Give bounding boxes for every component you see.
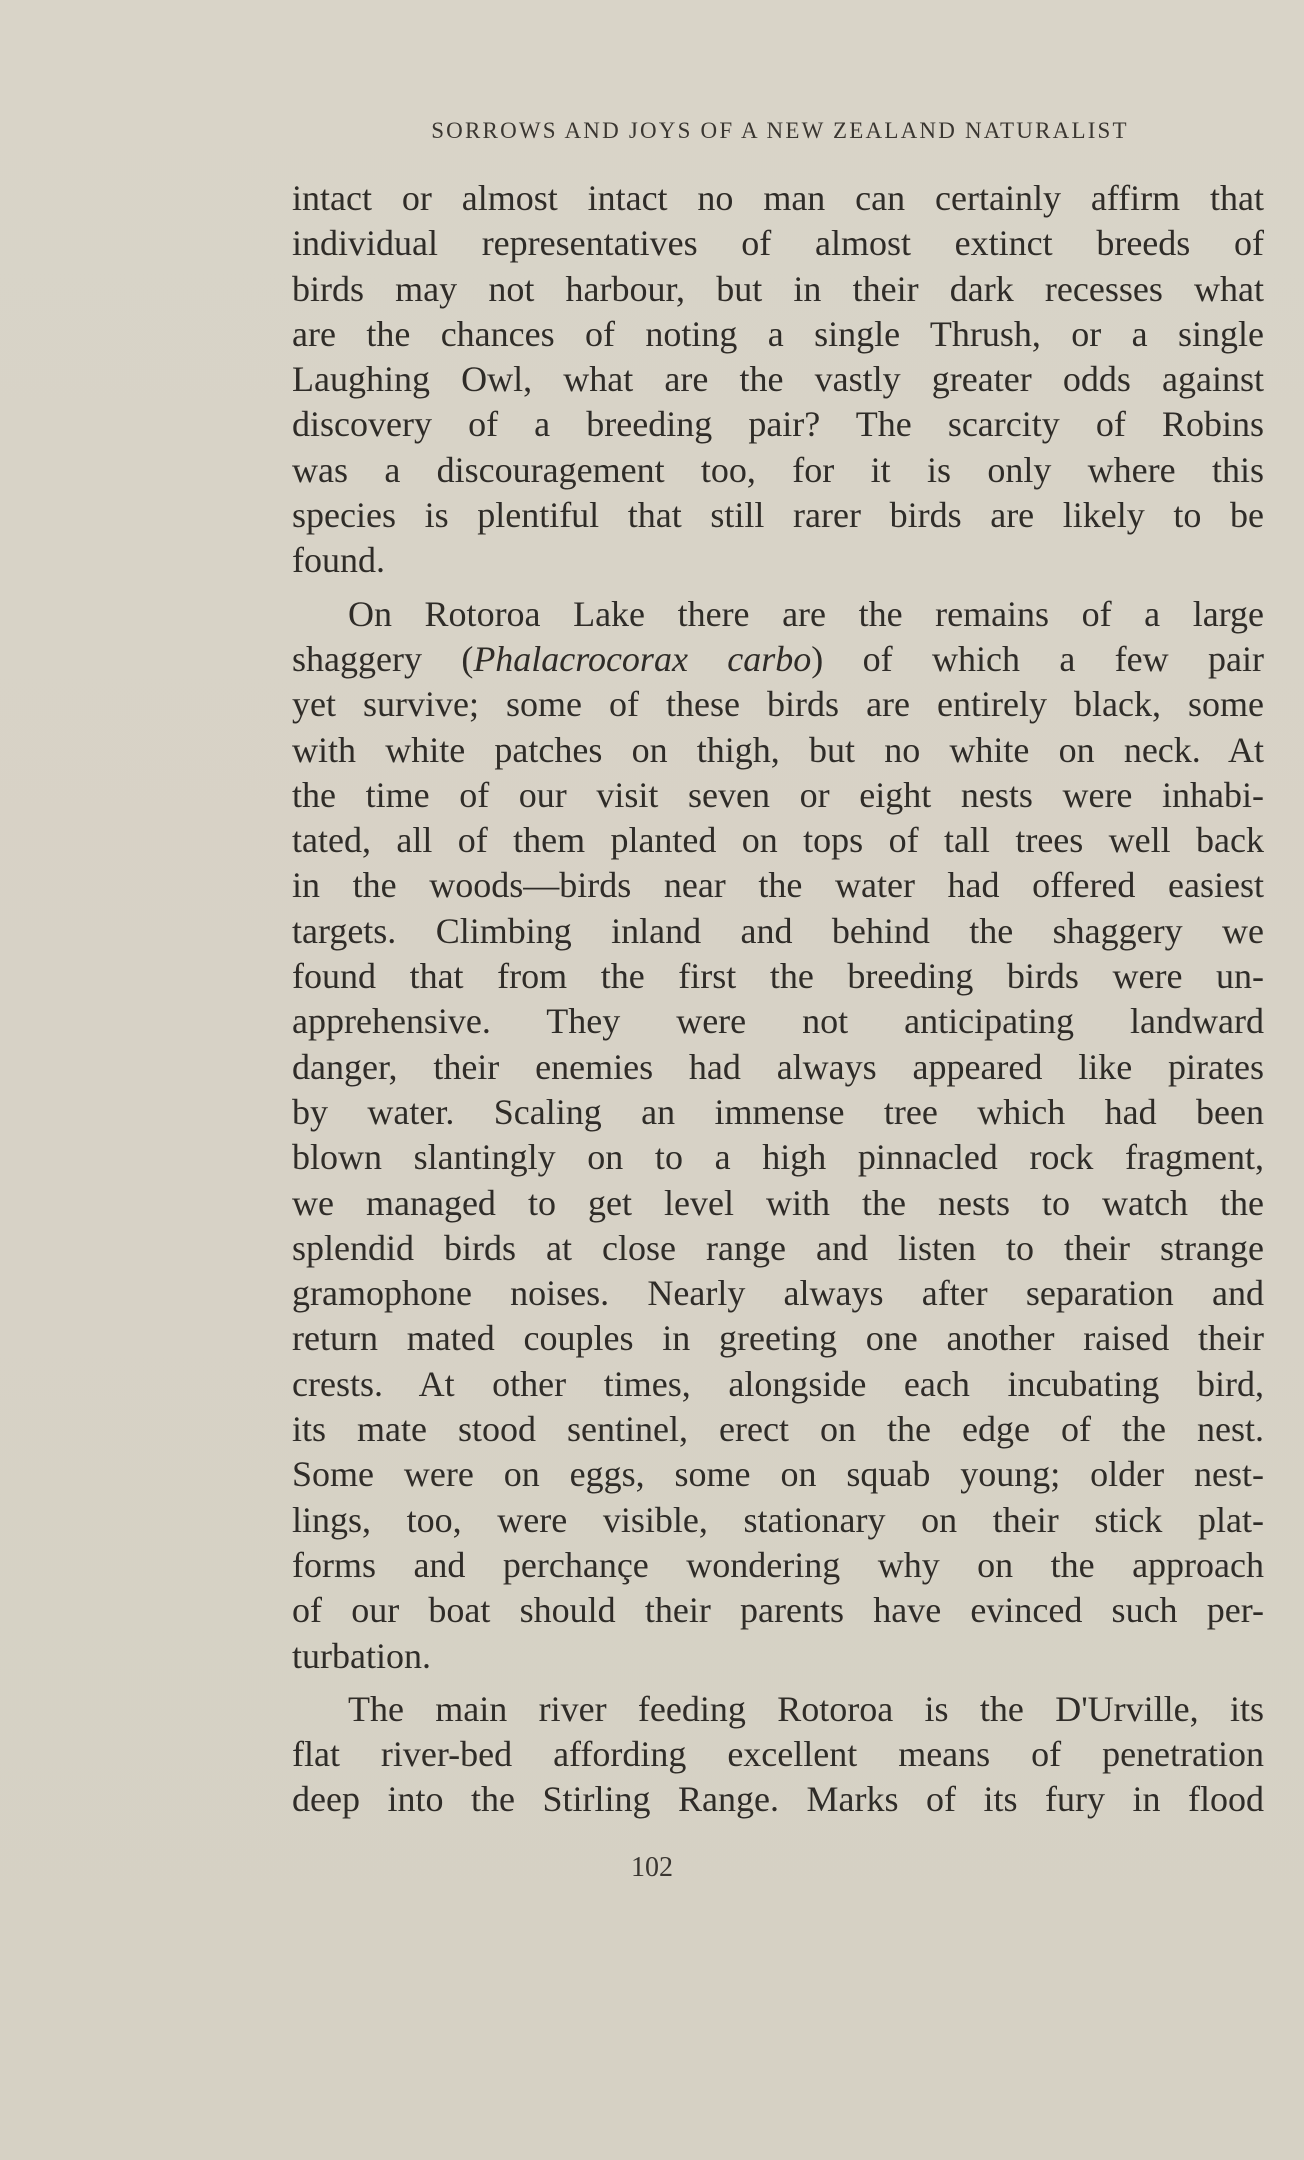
text-line: individual representatives of almost extinct breeds of [292,223,1264,264]
text-line: danger, their enemies had always appeared like pirates [292,1046,1264,1087]
text-line: with white patches on thigh, but no white on neck. At [292,729,1264,770]
page-number: 102 [631,1852,673,1883]
paragraph-2 [292,592,1264,1679]
body-text [292,176,1264,1823]
text-line: are the chances of noting a single Thrush, or a single [292,313,1264,354]
text-line: of our boat should their parents have evinced such per- [292,1590,1264,1631]
text-line: lings, too, were visible, stationary on their stick plat- [292,1499,1264,1540]
text-line: discovery of a breeding pair? The scarcity of Robins [292,404,1264,445]
text-line: return mated couples in greeting one another raised their [292,1318,1264,1359]
species-name: Phalacrocorax carbo [473,638,812,679]
text-line: splendid birds at close range and listen to their strange [292,1227,1264,1268]
text-line: The main river feeding Rotoroa is the D'Urville, its [348,1688,1264,1729]
text-line: species is plentiful that still rarer birds are likely to be [292,495,1264,536]
text-line: targets. Climbing inland and behind the shaggery we [292,910,1264,951]
text-line: found that from the first the breeding birds were un- [292,956,1264,997]
text-line: On Rotoroa Lake there are the remains of a large [348,593,1264,634]
text-line: we managed to get level with the nests to watch the [292,1182,1264,1223]
text-line: deep into the Stirling Range. Marks of its fury in flood [292,1779,1264,1820]
text-line: blown slantingly on to a high pinnacled rock fragment, [292,1137,1264,1178]
text-line: its mate stood sentinel, erect on the edge of the nest. [292,1409,1264,1450]
text-line: yet survive; some of these birds are entirely black, some [292,684,1264,725]
text-line: birds may not harbour, but in their dark recesses what [292,268,1264,309]
paragraph-1 [292,176,1264,584]
text-line: the time of our visit seven or eight nests were inhabi- [292,774,1264,815]
text-line: tated, all of them planted on tops of tall trees well back [292,820,1264,861]
text-line: Laughing Owl, what are the vastly greater odds against [292,359,1264,400]
text-line: crests. At other times, alongside each incubating bird, [292,1363,1264,1404]
paragraph-3 [292,1687,1264,1823]
text-line: was a discouragement too, for it is only where this [292,449,1264,490]
running-head: SORROWS AND JOYS OF A NEW ZEALAND NATURALIST [431,118,1129,143]
text-line: flat river-bed affording excellent means of penetration [292,1734,1264,1775]
text-line: forms and perchançe wondering why on the approach [292,1544,1264,1585]
text-line-italic-name: shaggery (Phalacrocorax carbo) of which a few pair [292,638,1264,679]
text-line: Some were on eggs, some on squab young; older nest- [292,1454,1264,1495]
text-line: gramophone noises. Nearly always after separation and [292,1273,1264,1314]
text-line: found. [292,540,385,581]
text-line: apprehensive. They were not anticipating landward [292,1001,1264,1042]
text-line: in the woods—birds near the water had offered easiest [292,865,1264,906]
text-line: turbation. [292,1635,431,1676]
text-line: by water. Scaling an immense tree which had been [292,1091,1264,1132]
text-line: intact or almost intact no man can certainly affirm that [292,178,1264,218]
